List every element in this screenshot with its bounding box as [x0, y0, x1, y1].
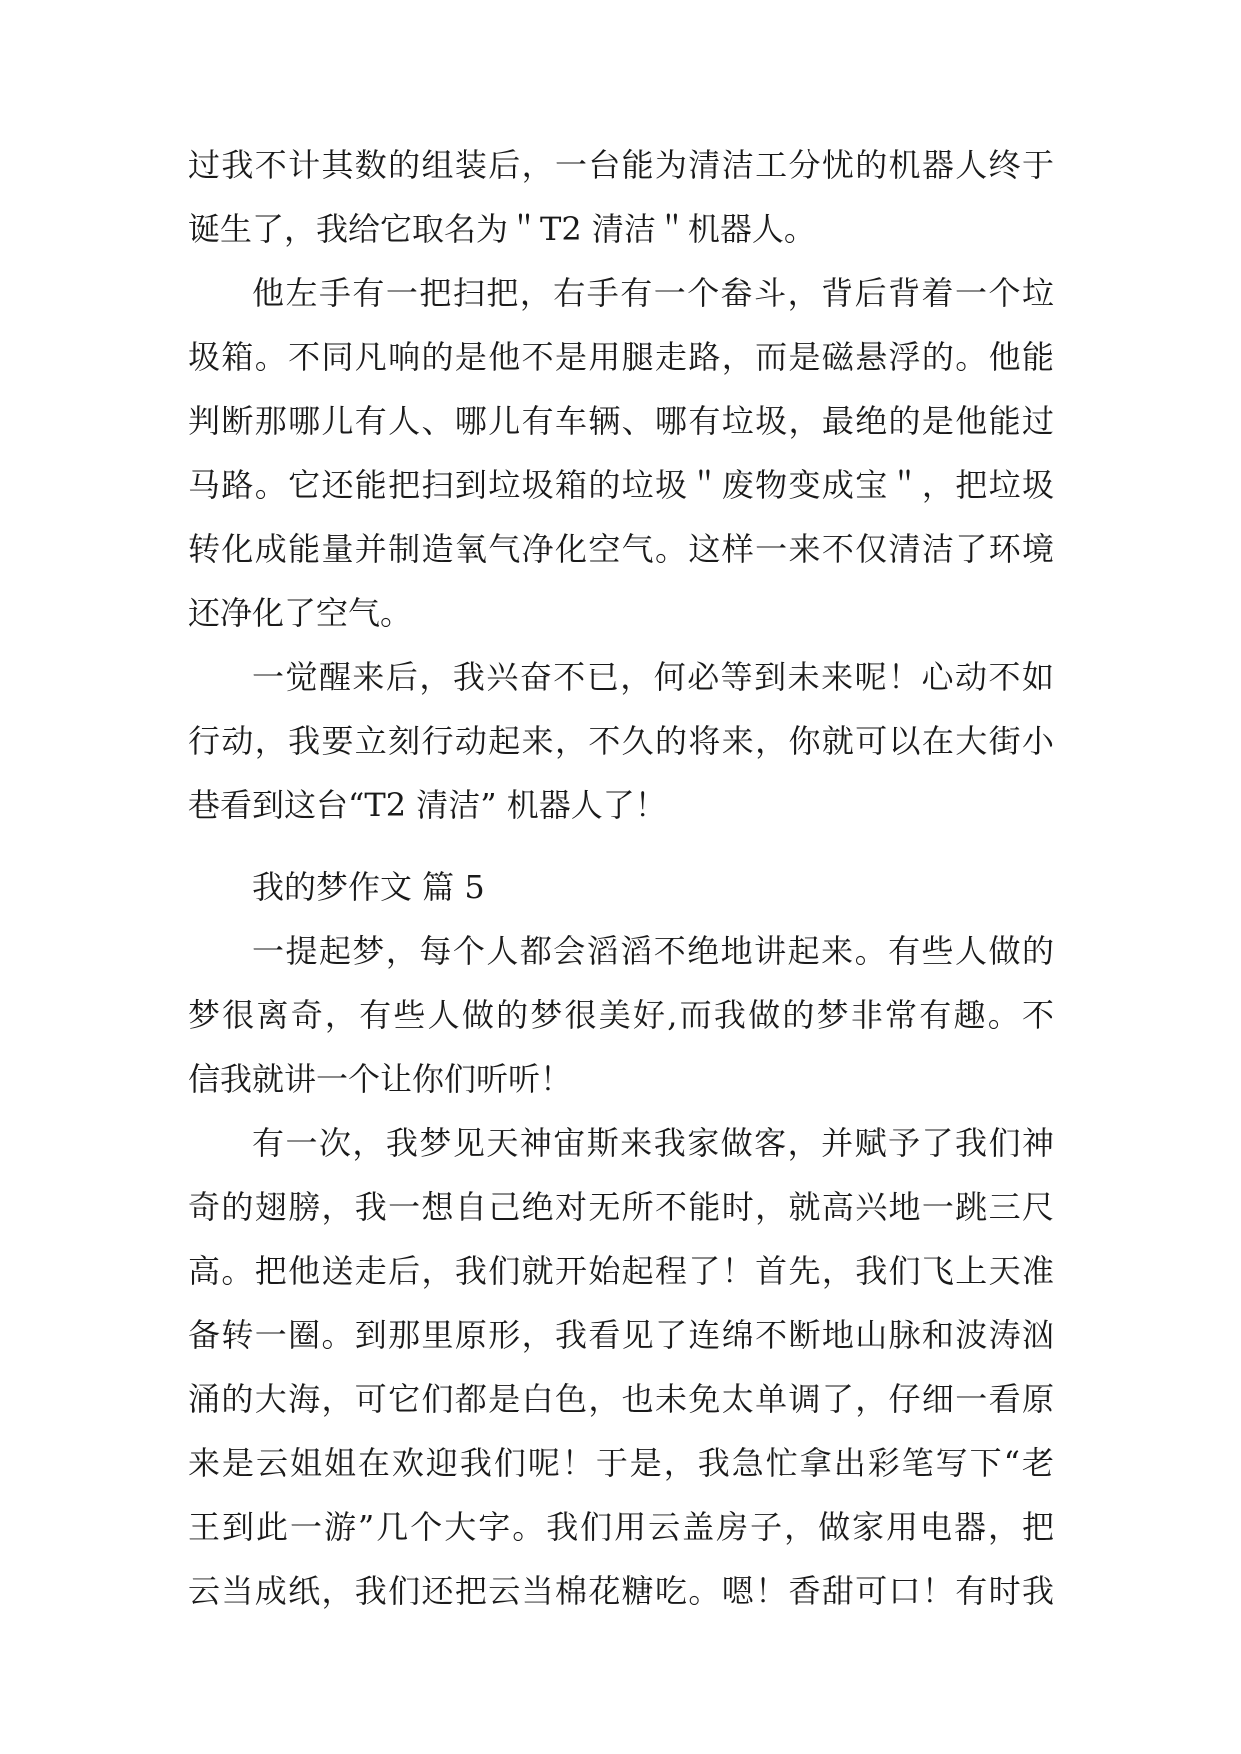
paragraph-line: 诞生了，我给它取名为＂T2 清洁＂机器人。	[188, 210, 816, 248]
paragraph-line: 来是云姐姐在欢迎我们呢！于是，我急忙拿出彩笔写下“老	[188, 1444, 1054, 1482]
paragraph-line: 过我不计其数的组装后，一台能为清洁工分忧的机器人终于	[188, 146, 1054, 184]
paragraph-line: 梦很离奇，有些人做的梦很美好,而我做的梦非常有趣。不	[188, 996, 1054, 1034]
section-heading: 我的梦作文 篇 5	[252, 868, 485, 906]
paragraph-line: 信我就讲一个让你们听听！	[188, 1060, 573, 1098]
paragraph-line: 判断那哪儿有人、哪儿有车辆、哪有垃圾，最绝的是他能过	[188, 402, 1054, 440]
paragraph-line: 王到此一游”几个大字。我们用云盖房子，做家用电器，把	[188, 1508, 1054, 1546]
text-block-top	[188, 133, 1054, 837]
paragraph-line: 转化成能量并制造氧气净化空气。这样一来不仅清洁了环境	[188, 530, 1054, 568]
paragraph-line: 马路。它还能把扫到垃圾箱的垃圾＂废物变成宝＂，把垃圾	[188, 466, 1054, 504]
paragraph-line: 还净化了空气。	[188, 594, 413, 632]
paragraph-line: 他左手有一把扫把，右手有一个畚斗，背后背着一个垃	[252, 274, 1054, 312]
paragraph-line: 云当成纸，我们还把云当棉花糖吃。嗯！香甜可口！有时我	[188, 1572, 1054, 1610]
paragraph-line: 巷看到这台“T2 清洁” 机器人了！	[188, 786, 667, 824]
paragraph-line: 一提起梦，每个人都会滔滔不绝地讲起来。有些人做的	[252, 932, 1054, 970]
paragraph-line: 奇的翅膀，我一想自己绝对无所不能时，就高兴地一跳三尺	[188, 1188, 1054, 1226]
paragraph-line: 圾箱。不同凡响的是他不是用腿走路，而是磁悬浮的。他能	[188, 338, 1054, 376]
paragraph-line: 行动，我要立刻行动起来，不久的将来，你就可以在大街小	[188, 722, 1054, 760]
paragraph-line: 高。把他送走后，我们就开始起程了！首先，我们飞上天准	[188, 1252, 1054, 1290]
paragraph-line: 一觉醒来后，我兴奋不已，何必等到未来呢！心动不如	[252, 658, 1054, 696]
text-block-bottom	[188, 919, 1054, 1623]
paragraph-line: 涌的大海，可它们都是白色，也未免太单调了，仔细一看原	[188, 1380, 1054, 1418]
paragraph-line: 有一次，我梦见天神宙斯来我家做客，并赋予了我们神	[252, 1124, 1054, 1162]
paragraph-line: 备转一圈。到那里原形，我看见了连绵不断地山脉和波涛汹	[188, 1316, 1054, 1354]
